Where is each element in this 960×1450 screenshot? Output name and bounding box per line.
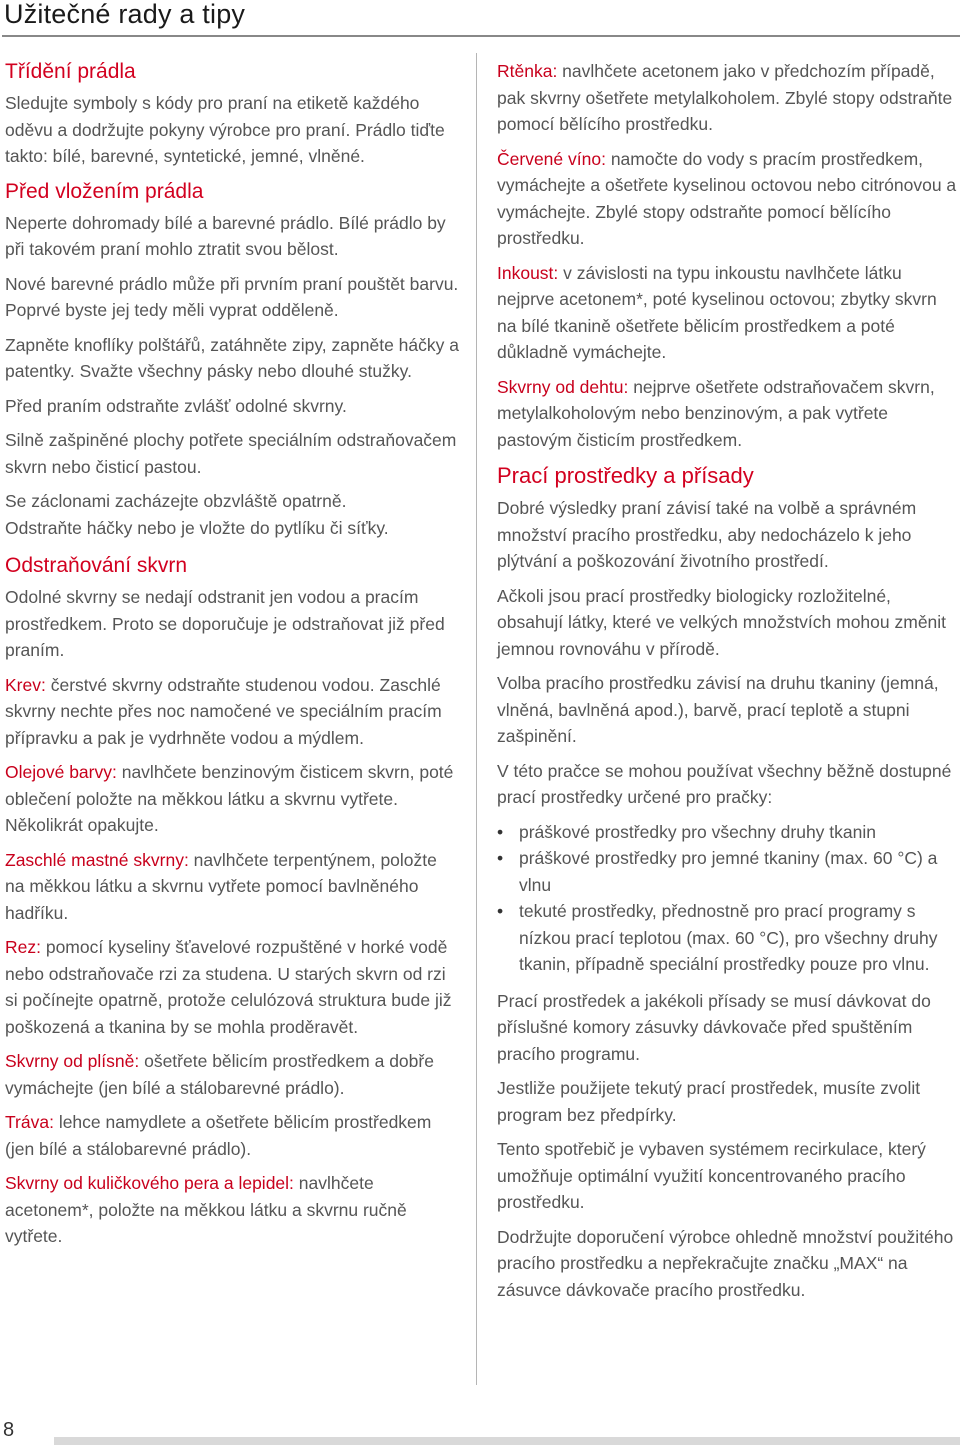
detergents-paragraph-3: Volba pracího prostředku závisí na druhu tkaniny (jemná, vlněná, bavlněná apod.), barvě, prací teplotě a stupni zašpinění. [497,673,939,746]
page-title: Užitečné rady a tipy [4,0,246,29]
stains-intro: Odolné skvrny se nedají odstranit jen vodou a pracím prostředkem. Proto se doporučuje je odstraňovat již před praním. [5,587,445,660]
stain-item-grass [5,1109,460,1162]
before-loading-heading: Před vložením prádla [5,179,204,203]
stain-term: Inkoust: [497,262,559,283]
page-number: 8 [3,1419,15,1441]
stain-text: čerstvé skvrny odstraňte studenou vodou. Zaschlé skvrny nechte přes noc namočené ve speciálním pracím přípravku a pak je vydrhněte vodou a mýdlem. [5,674,442,748]
stain-item-rust [5,934,460,1040]
before-loading-paragraph-2: Nové barevné prádlo může při prvním praní pouštět barvu. Poprvé byste jej tedy měli vyprat odděleně. [5,273,459,320]
stain-text: navlhčete acetonem jako v předchozím případě, pak skvrny ošetřete metylalkoholem. Zbylé stopy odstraňte pomocí bělícího prostředku. [497,61,953,134]
before-loading-paragraph-1: Neperte dohromady bílé a barevné prádlo. Bílé prádlo by při takovém praní mohlo ztratit svou bělost. [5,212,446,259]
right-column [497,58,957,1311]
left-column [5,58,460,1258]
stain-term: Rez: [5,937,41,957]
before-loading-paragraph-7: Odstraňte háčky nebo je vložte do pytlíku či síťky. [5,517,389,538]
stain-item-ink [497,260,957,366]
stain-text: v závislosti na typu inkoustu navlhčete látku nejprve acetonem*, poté kyselinou octovou; zbytky skvrn na bílé tkanině ošetřete bělicím prostředkem a poté důkladně vymáchejte. [497,262,937,362]
before-loading-paragraph-3: Zapněte knoflíky polštářů, zatáhněte zipy, zapněte háčky a patentky. Svažte všechny pásky nebo dlouhé stužky. [5,334,459,381]
stain-item-lipstick [497,58,957,138]
detergents-paragraph-5: Prací prostředek a jakékoli přísady se musí dávkovat do příslušné komory zásuvky dávkovače před spuštěním pracího programu. [497,990,931,1064]
stain-text: lehce namydlete a ošetřete bělicím prostředkem (jen bílé a stálobarevné prádlo). [5,1112,432,1159]
sorting-heading: Třídění prádla [5,60,136,83]
detergents-paragraph-7: Tento spotřebič je vybaven systémem recirkulace, který umožňuje optimální využití koncentrovaného pracího prostředku. [497,1139,926,1212]
stain-term: Skvrny od kuličkového pera a lepidel: [5,1173,294,1193]
stain-item-mould [5,1048,460,1101]
before-loading-paragraph-6: Se záclonami zacházejte obzvláště opatrně. [5,491,347,511]
stain-term: Olejové barvy: [5,762,117,782]
detergents-paragraph-6: Jestliže použijete tekutý prací prostředek, musíte zvolit program bez předpírky. [497,1078,921,1125]
stain-item-ballpoint [5,1170,460,1250]
detergents-heading: Prací prostředky a přísady [497,463,754,488]
stain-term: Červené víno: [497,148,606,169]
stain-item-red-wine [497,146,957,252]
stain-text: nejprve ošetřete odstraňovačem skvrn, metylalkoholovým nebo benzinovým, a pak vytřete pastovým čisticím prostředkem. [497,376,935,450]
detergents-paragraph-1: Dobré výsledky praní závisí také na volbě a správném množství pracího prostředku, aby nedocházelo k jeho plýtvání a poškozování životního prostředí. [497,498,917,571]
detergents-paragraph-4: V této pračce se mohou používat všechny běžně dostupné prací prostředky určené pro pračky: [497,760,952,807]
stain-term: Skvrny od dehtu: [497,376,629,397]
list-item: • práškové prostředky pro všechny druhy tkanin [497,819,957,846]
stain-term: Tráva: [5,1112,54,1132]
stain-text: navlhčete benzinovým čisticem skvrn, poté oblečení položte na měkkou látku a skvrnu vytřete. Několikrát opakujte. [5,762,454,835]
sorting-paragraph: Sledujte symboly s kódy pro praní na etiketě každého oděvu a dodržujte pokyny výrobce pro praní. Prádlo tiďte takto: bílé, barevné, syntetické, jemné, vlněné. [5,93,445,166]
stain-item-tar [497,374,957,454]
list-item: • práškové prostředky pro jemné tkaniny (max. 60 °C) a vlnu [497,845,957,898]
stain-text: ošetřete bělicím prostředkem a dobře vymáchejte (jen bílé a stálobarevné prádlo). [5,1051,434,1098]
list-item: • tekuté prostředky, přednostně pro prací programy s nízkou prací teplotou (max. 60 °C), pro všechny druhy tkanin, případně speciální prostředky pouze pro vlnu. [497,898,957,978]
stain-term: Krev: [5,674,46,695]
stain-text: navlhčete acetonem*, položte na měkkou látku a skvrnu ručně vytřete. [5,1173,407,1246]
detergents-paragraph-8: Dodržujte doporučení výrobce ohledně množství použitého pracího prostředku a nepřekračujte značku „MAX“ na zásuvce dávkovače pracího prostředku. [497,1226,954,1300]
stain-text: navlhčete terpentýnem, položte na měkkou látku a skvrnu vytřete pomocí bavlněného hadříku. [5,849,437,923]
before-loading-paragraph-4: Před praním odstraňte zvlášť odolné skvrny. [5,395,347,416]
stain-item-grease [5,847,460,927]
stain-term: Rtěnka: [497,61,558,81]
before-loading-paragraph-5: Silně zašpiněné plochy potřete speciálním odstraňovačem skvrn nebo čisticí pastou. [5,430,457,477]
detergents-paragraph-2: Ačkoli jsou prací prostředky biologicky rozložitelné, obsahují látky, které ve velkých množstvích mohou změnit jemnou rovnováhu v přírodě. [497,585,947,659]
stain-item-blood [5,672,460,752]
stain-term: Skvrny od plísně: [5,1051,140,1071]
title-divider [2,35,960,37]
stains-heading: Odstraňování skvrn [5,554,188,577]
stain-text: namočte do vody s pracím prostředkem, vymáchejte a ošetřete kyselinou octovou nebo citrónovou a vymáchejte. Zbylé stopy odstraňte pomocí bělícího prostředku. [497,148,957,248]
stain-text: pomocí kyseliny šťavelové rozpuštěné v horké vodě nebo odstraňovače rzi za studena. U starých skvrn od rzi si počínejte opatrně, protože celulózová struktura bude již poškozená a tkanina by se mohla proděravět. [5,937,452,1037]
footer-bar [54,1437,960,1445]
column-divider [476,53,477,1385]
stain-item-oil-paint [5,759,460,839]
stain-term: Zaschlé mastné skvrny: [5,849,189,870]
detergent-type-list [497,819,957,978]
